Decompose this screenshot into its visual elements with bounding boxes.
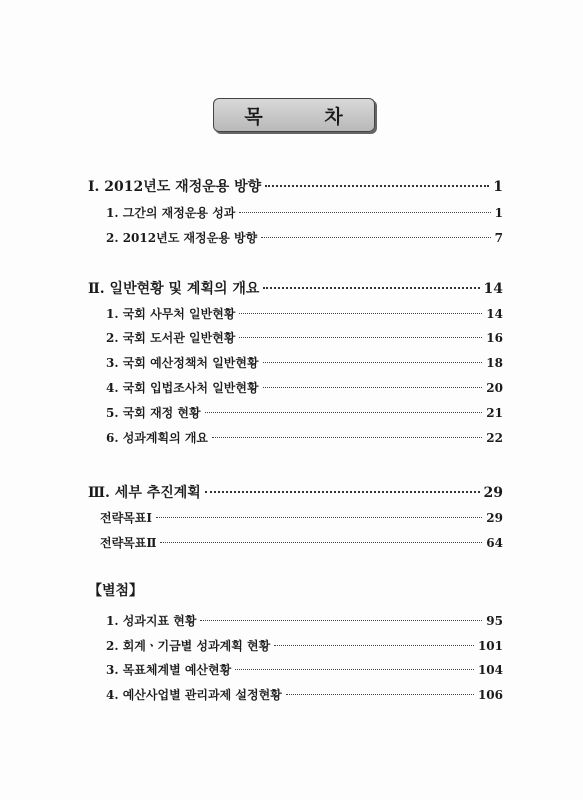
toc-item[interactable] <box>106 637 503 654</box>
toc-section-3[interactable] <box>88 482 503 502</box>
toc-item[interactable] <box>106 686 503 703</box>
toc-label: 4. 국회 입법조사처 일반현황 <box>106 381 259 395</box>
toc-label: Ⅲ. 세부 추진계획 <box>88 485 201 501</box>
toc-page: 7 <box>494 231 503 245</box>
leader-dots <box>263 362 483 363</box>
toc-label: 4. 예산사업별 관리과제 설정현황 <box>106 688 282 702</box>
title-char-left: 목 <box>244 105 264 128</box>
toc-item[interactable] <box>106 229 503 246</box>
title-char-right: 차 <box>324 105 344 128</box>
leader-dots <box>200 620 482 621</box>
toc-section-2[interactable] <box>88 278 503 298</box>
toc-item[interactable] <box>106 354 503 371</box>
toc-page: 1 <box>493 179 503 195</box>
toc-page: 21 <box>486 406 503 420</box>
toc-label: 전략목표Ⅰ <box>100 511 152 525</box>
leader-dots <box>274 645 474 646</box>
toc-item[interactable] <box>100 509 503 526</box>
toc-page: 106 <box>477 688 503 702</box>
toc-title <box>213 98 375 132</box>
toc-label: 1. 국회 사무처 일반현황 <box>106 307 236 321</box>
toc-label: 1. 성과지표 현황 <box>106 614 197 628</box>
leader-dots <box>239 337 482 338</box>
toc-page: 104 <box>477 663 503 677</box>
toc-label: 3. 목표체계별 예산현황 <box>106 663 232 677</box>
leader-dots <box>239 313 482 314</box>
toc-item[interactable] <box>106 379 503 396</box>
toc-label: Ⅰ. 2012년도 재정운용 방향 <box>88 179 262 195</box>
toc-item[interactable] <box>106 661 503 678</box>
toc-label: 1. 그간의 재정운용 성과 <box>106 206 236 220</box>
toc-item[interactable] <box>106 612 503 629</box>
appendix-heading: 【별첨】 <box>88 583 144 599</box>
toc-page: 95 <box>486 614 503 628</box>
toc-page: 1 <box>494 206 503 220</box>
toc-label: 2. 국회 도서관 일반현황 <box>106 331 236 345</box>
toc-item[interactable] <box>100 534 503 551</box>
leader-dots <box>160 542 482 543</box>
toc-item[interactable] <box>106 305 503 322</box>
toc-label: 6. 성과계획의 개요 <box>106 431 209 445</box>
toc-page: 20 <box>486 381 503 395</box>
toc-page: 64 <box>486 536 503 550</box>
leader-dots <box>286 694 474 695</box>
toc-item[interactable] <box>106 429 503 446</box>
toc-page: 29 <box>483 485 503 501</box>
leader-dots <box>265 185 489 187</box>
toc-page: 22 <box>486 431 503 445</box>
leader-dots <box>235 669 474 670</box>
leader-dots <box>263 387 483 388</box>
leader-dots <box>205 412 483 413</box>
toc-label: Ⅱ. 일반현황 및 계획의 개요 <box>88 281 260 297</box>
toc-page: 16 <box>486 331 503 345</box>
toc-label: 3. 국회 예산정책처 일반현황 <box>106 356 259 370</box>
leader-dots <box>239 212 490 213</box>
leader-dots <box>205 491 480 493</box>
toc-page: 14 <box>483 281 503 297</box>
toc-page: 14 <box>486 307 503 321</box>
toc-label: 전략목표Ⅱ <box>100 536 157 550</box>
leader-dots <box>263 287 479 289</box>
toc-page: 29 <box>486 511 503 525</box>
toc-item[interactable] <box>106 204 503 221</box>
toc-label: 2. 2012년도 재정운용 방향 <box>106 231 258 245</box>
toc-item[interactable] <box>106 329 503 346</box>
toc-item[interactable] <box>106 404 503 421</box>
leader-dots <box>212 437 482 438</box>
toc-section-1[interactable] <box>88 176 503 196</box>
toc-label: 5. 국회 재정 현황 <box>106 406 201 420</box>
toc-page: 18 <box>486 356 503 370</box>
toc-page: 101 <box>477 639 503 653</box>
toc-label: 2. 회계ㆍ기금별 성과계획 현황 <box>106 639 271 653</box>
leader-dots <box>261 237 490 238</box>
leader-dots <box>156 517 482 518</box>
